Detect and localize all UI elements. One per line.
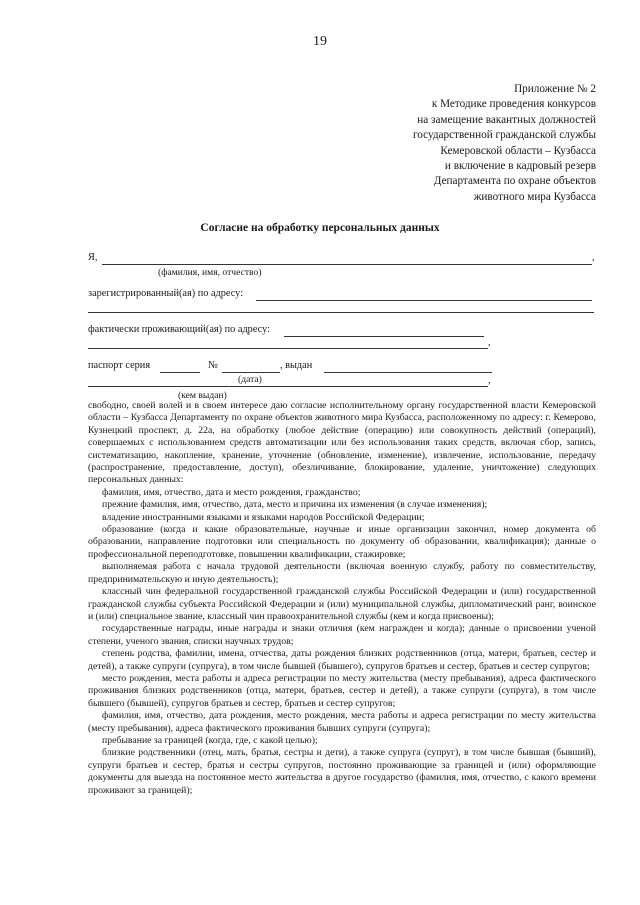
passport-series-field[interactable] (160, 372, 200, 373)
fio-field[interactable] (102, 264, 592, 265)
registered-address-field[interactable] (256, 300, 592, 301)
date-caption: (дата) (238, 374, 262, 385)
appendix-line: Приложение № 2 (514, 83, 596, 95)
appendix-line: Кемеровской области – Кузбасса (440, 144, 596, 157)
consent-paragraph: фамилия, имя, отчество, дата рождения, место рождения, места работы и адреса регистрации по месту жительства (месту пребывания), адреса фактического проживания бывших супруги (супруга); (88, 710, 596, 734)
fio-caption: (фамилия, имя, отчество) (158, 267, 262, 278)
consent-paragraph: степень родства, фамилии, имена, отчества, даты рождения близких родственников (отца, матери, братьев, сестер и детей), а также супруги (супруга), в том числе бывшей (бывшего), супругов братьев и сестер, братьев и сестер супругов; (88, 648, 596, 672)
consent-paragraph: классный чин федеральной государственной гражданской службы Российской Федерации и (или) государственной гражданской службы субъекта Российской Федерации и (или) муниципальной службы, дипломатический ранг, воинское и (или) специальное звание, классный чин правоохранительной службы (кем и когда присвоены); (88, 586, 596, 622)
appendix-line: на замещение вакантных должностей (417, 113, 596, 126)
issued-by-caption: (кем выдан) (178, 390, 227, 401)
consent-paragraph: близкие родственники (отец, мать, братья, сестры и дети), а также супруга (супруг), в том числе бывшая (бывший), супруги братьев и сестер, братья и сестры супругов, постоянно проживающие за границей и (или) оформляющие документы для выезда на постоянное место жительства в другое государство (фамилия, имя, отчество, с какого времени проживают за границей); (88, 747, 596, 796)
passport-number-label: № (208, 360, 218, 371)
registered-address-field-line2[interactable] (88, 312, 594, 313)
consent-paragraph: прежние фамилия, имя, отчество, дата, место и причина их изменения (в случае изменения); (102, 499, 488, 511)
issued-field[interactable] (324, 372, 492, 373)
actual-address-field[interactable] (284, 336, 484, 337)
appendix-line: Департамента по охране объектов (433, 175, 596, 188)
appendix-line: к Методике проведения конкурсов (431, 98, 596, 111)
page-number: 19 (313, 34, 327, 49)
consent-paragraph: образование (когда и какие образовательные, научные и иные организации закончил, номер документа об образовании, направление подготовки или специальность по документу об образовании, квалификация); данные о профессиональной переподготовке, повышении квалификации, стажировке; (88, 524, 596, 560)
consent-paragraph: место рождения, места работы и адреса регистрации по месту жительства (месту пребывания), адреса фактического проживания близких родственников (отца, матери, братьев, сестер и детей), а также супруги (супруга), в том числе бывшего (бывшей), супругов братьев и сестер, братьев и сестер супругов; (88, 672, 596, 709)
passport-number-field[interactable] (222, 372, 280, 373)
passport-series-label: паспорт серия (88, 360, 151, 371)
consent-body (88, 400, 596, 797)
consent-paragraph: выполняемая работа с начала трудовой деятельности (включая военную службу, работу по совместительству, предпринимательскую и иную деятельность); (88, 561, 596, 585)
i-label: Я, (88, 252, 98, 263)
registered-address-label: зарегистрированный(ая) по адресу: (88, 288, 244, 299)
issued-label: , выдан (280, 360, 313, 371)
actual-address-label: фактически проживающий(ая) по адресу: (88, 324, 270, 335)
appendix-line: государственной гражданской службы (412, 129, 596, 142)
actual-address-field-line2[interactable] (88, 348, 488, 349)
document-title: Согласие на обработку персональных данных (200, 222, 440, 234)
consent-paragraph: фамилия, имя, отчество, дата и место рождения, гражданство; (102, 486, 361, 498)
appendix-header (296, 82, 596, 205)
appendix-line: животного мира Кузбасса (473, 190, 596, 203)
consent-paragraph: владение иностранными языками и языками народов Российской Федерации; (102, 511, 425, 523)
consent-paragraph: свободно, своей волей и в своем интересе даю согласие исполнительному органу государственной власти Кемеровской области – Кузбасса Департаменту по охране объектов животного мира Кузбасса, расположенному по адресу: г. Кемерово, Кузнецкий проспект, д. 22а, на обработку (любое действие (операцию) или совокупность действий (операций), совершаемых с использованием средств автоматизации или без использования таких средств, включая сбор, запись, систематизацию, накопление, хранение, уточнение (обновление, изменение), извлечение, использование, передачу (распространение, предоставление, доступ), обезличивание, блокирование, удаление, уничтожение) следующих персональных данных: (88, 400, 596, 486)
consent-paragraph: пребывание за границей (когда, где, с какой целью); (102, 734, 318, 746)
document-page: 19 Приложение № 2 к Методике проведения конкурсов на замещение вакантных должностей государственной гражданской службы Кемеровской области – Кузбасса и включение в кадровый резерв Департамента по охране объектов животного мира Кузбасса Согласие на обработку персональных данных Я, , (фамилия, имя, отчество) зарегистрированный(ая) по адресу: фактически проживающий(ая) по адресу: , паспорт серия № , выдан (дата) , (кем выдан) свободно, своей волей и в своем интересе даю согласие исполнительному органу государственной власти Кемеровской области – Кузбасса Департаменту по охране объектов животного мира Кузбасса, расположенному по адресу: г. Кемерово, Кузнецкий проспект, д. 22а, на обработку (любое действие (операцию) или совокупность действий (операций), совершаемых с использованием средств автоматизации или без использования таких средств, включая сбор, запись, систематизацию, накопление, хранение, уточнение (обновление, изменение), извлечение, использование, передачу (распространение, предоставление, доступ), обезличивание, блокирование, удаление, уничтожение) следующих персональных данных: фамилия, имя, отчество, дата и место рождения, гражданство; прежние фамилия, имя, отчество, дата, место и причина их изменения (в случае изменения); владение иностранными языками и языками народов Российской Федерации; образование (когда и какие образовательные, научные и иные организации закончил, номер документа об образовании, направление подготовки или специальность по документу об образовании, квалификация); данные о профессиональной переподготовке, повышении квалификации, стажировке; выполняемая работа с начала трудовой деятельности (включая военную службу, работу по совместительству, предпринимательскую и иную деятельность); классный чин федеральной государственной гражданской службы Российской Федерации и (или) государственной гражданской службы субъекта Российской Федерации и (или) муниципальной службы, дипломатический ранг, воинское и (или) специальное звание, классный чин правоохранительной службы (кем и когда присвоены); государственные награды, иные награды и знаки отличия (кем награжден и когда); данные о присвоении ученой степени, ученого звания, списки научных трудов; степень родства, фамилии, имена, отчества, даты рождения близких родственников (отца, матери, братьев, сестер и детей), а также супруги (супруга), в том числе бывшей (бывшего), супругов братьев и сестер, братьев и сестер супругов; место рождения, места работы и адреса регистрации по месту жительства (месту пребывания), адреса фактического проживания близких родственников (отца, матери, братьев, сестер и детей), а также супруги (супруга), в том числе бывшего (бывшей), супругов братьев и сестер, братьев и сестер супругов; фамилия, имя, отчество, дата рождения, место рождения, места работы и адреса регистрации по месту жительства (месту пребывания), адреса фактического проживания бывших супруги (супруга); пребывание за границей (когда, где, с какой целью); близкие родственники (отец, мать, братья, сестры и дети), а также супруга (супруг), в том числе бывшая (бывший), супруги братьев и сестер, братья и сестры супругов, постоянно проживающие за границей и (или) оформляющие документы для выезда на постоянное место жительства в другое государство (фамилия, имя, отчество, с какого времени проживают за границей); (0, 0, 640, 905)
issued-by-field[interactable] (88, 386, 488, 387)
appendix-line: и включение в кадровый резерв (444, 160, 596, 173)
consent-paragraph: государственные награды, иные награды и знаки отличия (кем награжден и когда); данные о присвоении ученой степени, ученого звания, списки научных трудов; (88, 623, 596, 647)
